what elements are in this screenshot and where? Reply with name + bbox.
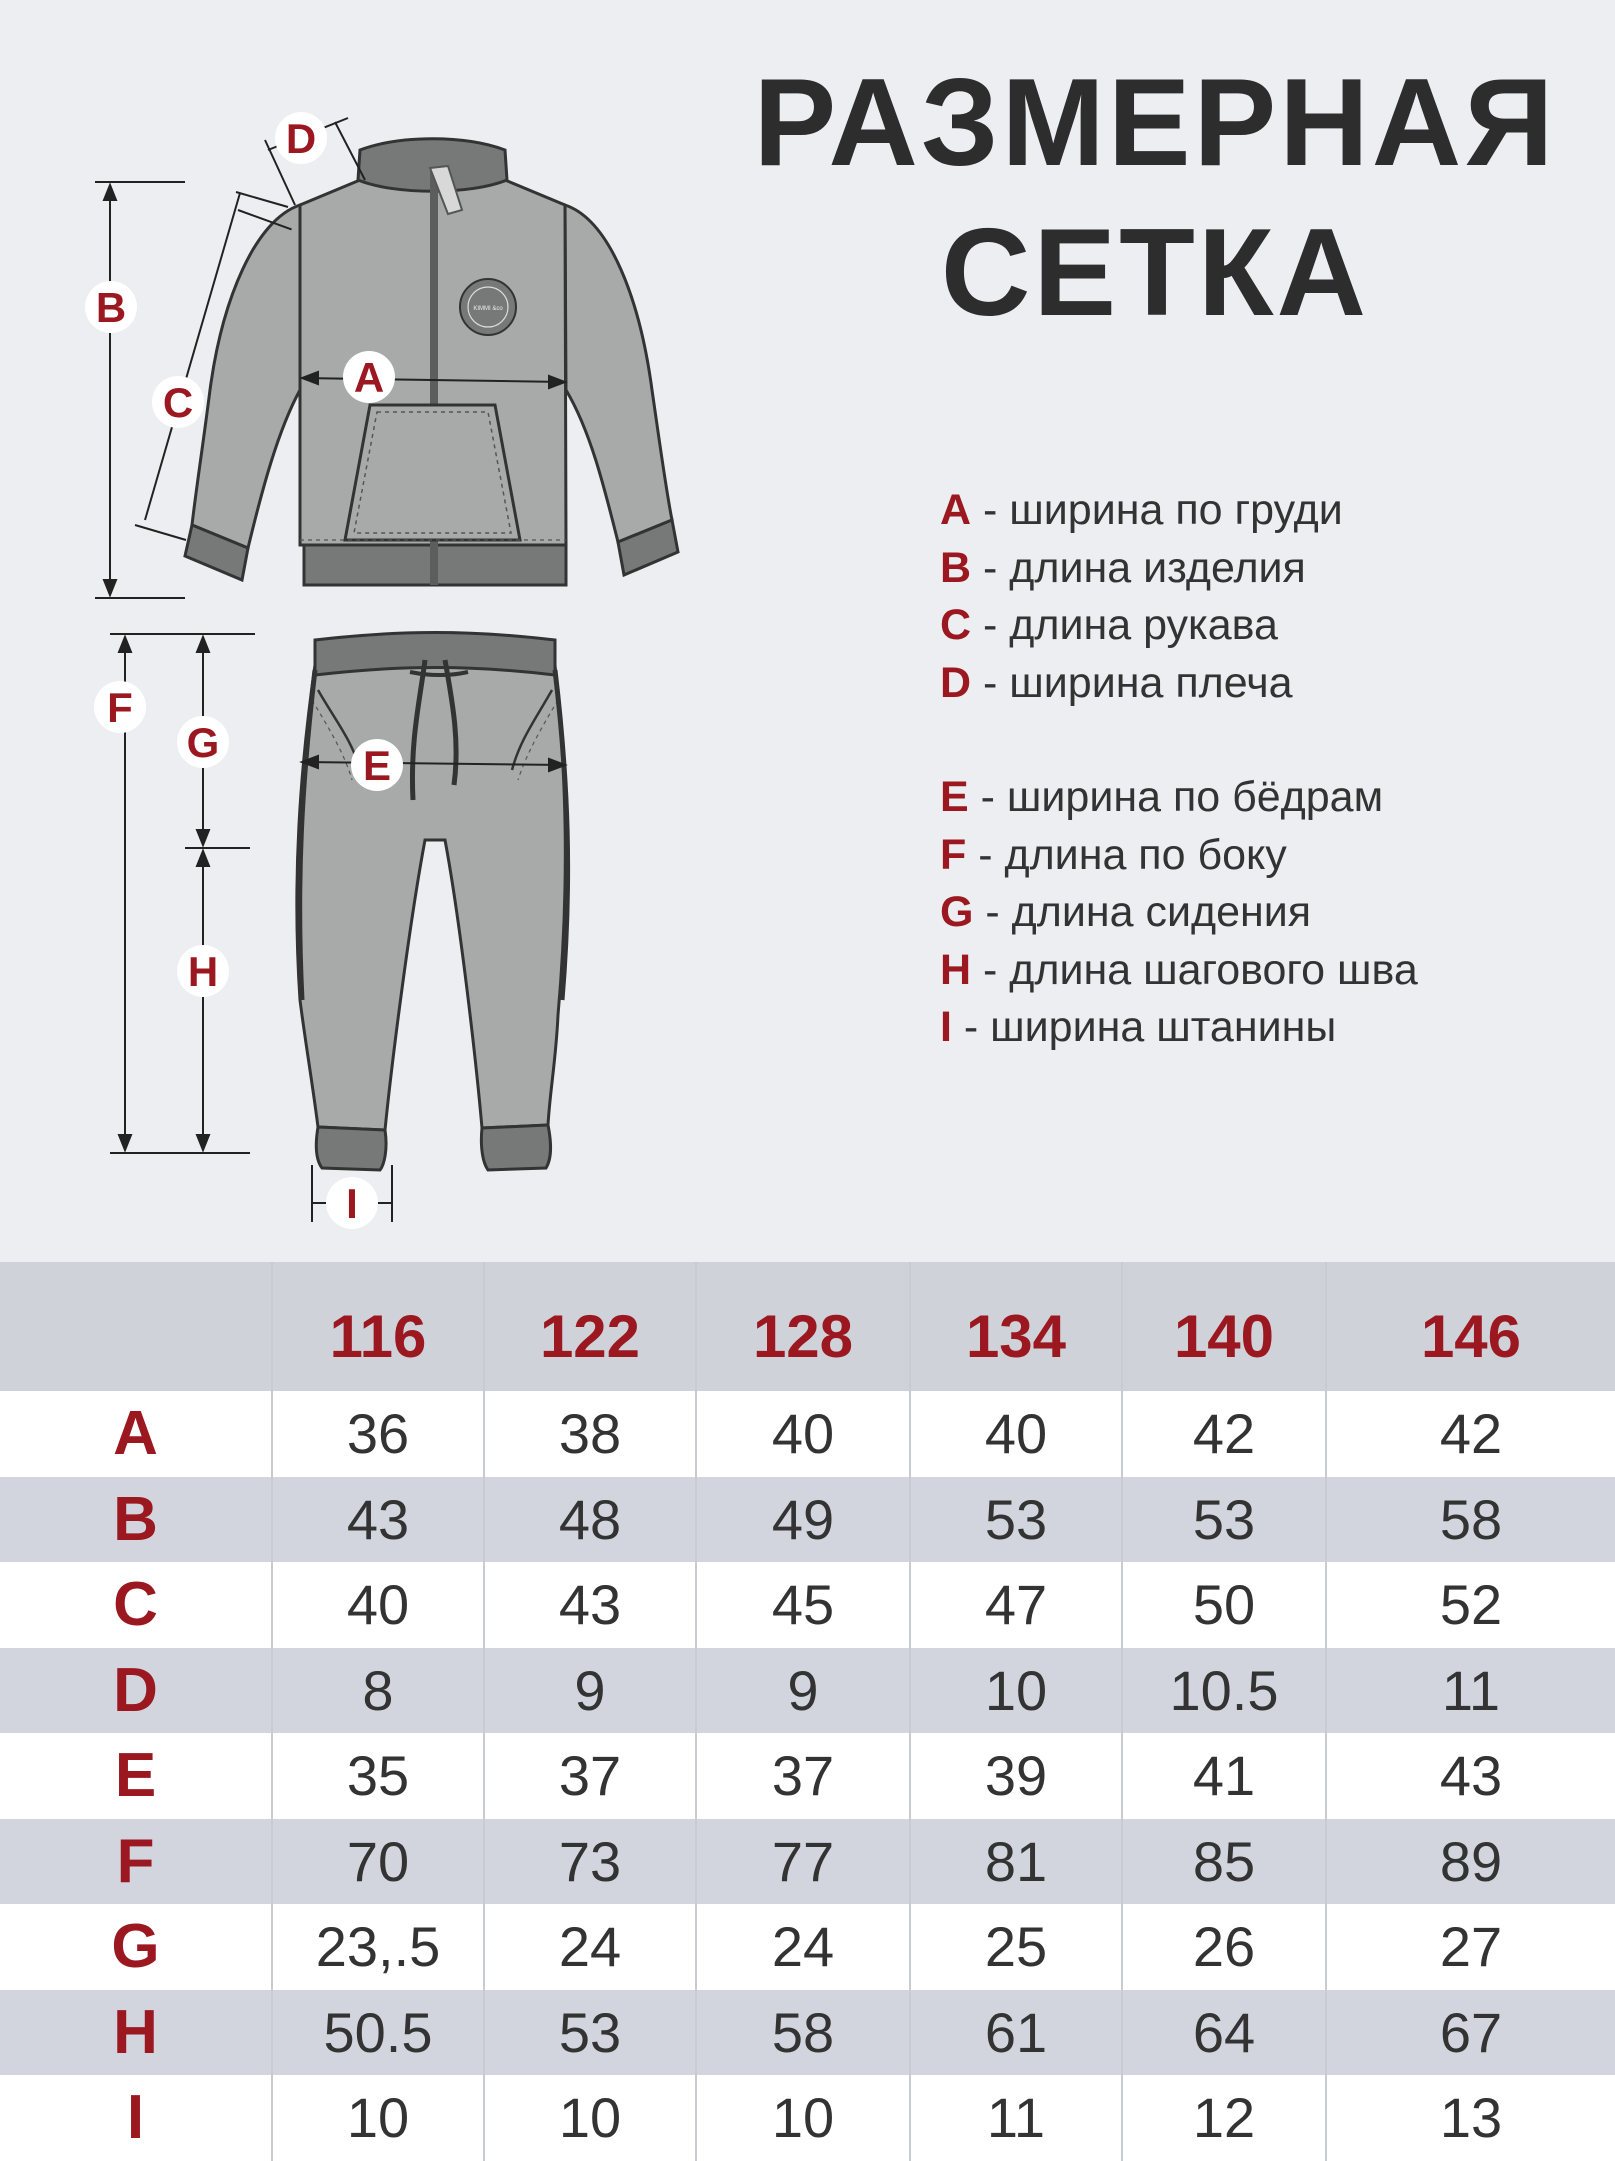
table-cell: 9: [484, 1648, 696, 1734]
table-cell: 50.5: [272, 1990, 484, 2076]
pants-waistband: [315, 633, 555, 676]
badge-H-letter: H: [187, 948, 219, 995]
table-cell: 43: [1326, 1733, 1615, 1819]
row-label: H: [0, 1990, 272, 2076]
table-cell: 73: [484, 1819, 696, 1905]
table-cell: 25: [910, 1904, 1122, 1990]
row-label: C: [0, 1562, 272, 1648]
jacket-pocket: [345, 405, 520, 540]
table-row: [0, 1648, 1615, 1734]
table-cell: 10.5: [1122, 1648, 1326, 1734]
jacket-illustration: [185, 139, 678, 585]
pants-illustration: [297, 633, 568, 1171]
measurement-legend: [940, 482, 1418, 1057]
table-cell: 36: [272, 1391, 484, 1477]
table-cell: 53: [1122, 1477, 1326, 1563]
legend-item-A: A - ширина по груди: [940, 486, 1343, 534]
table-cell: 10: [484, 2075, 696, 2161]
table-cell: 35: [272, 1733, 484, 1819]
table-cell: 37: [484, 1733, 696, 1819]
row-label: E: [0, 1733, 272, 1819]
table-cell: 40: [696, 1391, 910, 1477]
size-header: 122: [484, 1262, 696, 1391]
table-cell: 11: [910, 2075, 1122, 2161]
table-row: [0, 1733, 1615, 1819]
table-cell: 11: [1326, 1648, 1615, 1734]
table-cell: 24: [696, 1904, 910, 1990]
jacket-right-sleeve: [565, 205, 672, 542]
table-row: [0, 1904, 1615, 1990]
legend-item-G: G - длина сидения: [940, 888, 1312, 936]
table-cell: 45: [696, 1562, 910, 1648]
table-cell: 53: [910, 1477, 1122, 1563]
table-row: [0, 2075, 1615, 2161]
table-cell: 42: [1122, 1391, 1326, 1477]
table-cell: 39: [910, 1733, 1122, 1819]
table-cell: 10: [272, 2075, 484, 2161]
table-cell: 49: [696, 1477, 910, 1563]
table-row: [0, 1990, 1615, 2076]
table-cell: 47: [910, 1562, 1122, 1648]
size-header: 134: [910, 1262, 1122, 1391]
table-row: [0, 1819, 1615, 1905]
row-label: B: [0, 1477, 272, 1563]
table-cell: 53: [484, 1990, 696, 2076]
header-corner: [0, 1262, 272, 1391]
legend-item-D: D - ширина плеча: [940, 658, 1293, 707]
table-cell: 26: [1122, 1904, 1326, 1990]
table-cell: 8: [272, 1648, 484, 1734]
jacket-left-sleeve: [192, 205, 300, 548]
table-row: [0, 1562, 1615, 1648]
size-header: 146: [1326, 1262, 1615, 1391]
pants-right-cuff: [481, 1125, 550, 1170]
legend-item-H: H - длина шагового шва: [940, 945, 1418, 994]
table-cell: 10: [696, 2075, 910, 2161]
table-cell: 23,.5: [272, 1904, 484, 1990]
badge-E-letter: E: [362, 742, 392, 789]
table-cell: 38: [484, 1391, 696, 1477]
table-cell: 48: [484, 1477, 696, 1563]
table-row: [0, 1477, 1615, 1563]
badge-G-letter: G: [186, 719, 220, 766]
legend-item-E: E - ширина по бёдрам: [940, 773, 1384, 821]
table-cell: 43: [272, 1477, 484, 1563]
table-cell: 58: [696, 1990, 910, 2076]
table-cell: 70: [272, 1819, 484, 1905]
row-label: G: [0, 1904, 272, 1990]
title-line-1: РАЗМЕРНАЯ: [753, 54, 1557, 192]
table-cell: 24: [484, 1904, 696, 1990]
table-cell: 52: [1326, 1562, 1615, 1648]
row-label: I: [0, 2075, 272, 2161]
table-cell: 43: [484, 1562, 696, 1648]
table-cell: 67: [1326, 1990, 1615, 2076]
pants-left-cuff: [316, 1127, 386, 1170]
table-cell: 89: [1326, 1819, 1615, 1905]
legend-item-C: C - длина рукава: [940, 601, 1278, 649]
table-cell: 40: [910, 1391, 1122, 1477]
row-label: F: [0, 1819, 272, 1905]
badge-I-letter: I: [346, 1180, 358, 1227]
table-cell: 50: [1122, 1562, 1326, 1648]
table-cell: 12: [1122, 2075, 1326, 2161]
table-cell: 64: [1122, 1990, 1326, 2076]
table-cell: 13: [1326, 2075, 1615, 2161]
legend-item-B: B - длина изделия: [940, 543, 1306, 592]
table-cell: 77: [696, 1819, 910, 1905]
badge-B-letter: B: [95, 284, 127, 331]
table-cell: 85: [1122, 1819, 1326, 1905]
brand-logo-text: KIMMI &co: [473, 306, 503, 312]
size-table: [0, 1262, 1615, 2161]
legend-item-F: F - длина по боку: [940, 830, 1287, 879]
table-cell: 27: [1326, 1904, 1615, 1990]
size-header: 140: [1122, 1262, 1326, 1391]
badge-F-letter: F: [107, 684, 133, 731]
badge-A-letter: A: [353, 354, 385, 401]
table-cell: 9: [696, 1648, 910, 1734]
table-cell: 37: [696, 1733, 910, 1819]
row-label: D: [0, 1648, 272, 1734]
table-cell: 58: [1326, 1477, 1615, 1563]
table-cell: 42: [1326, 1391, 1615, 1477]
table-row: [0, 1391, 1615, 1477]
row-label: A: [0, 1391, 272, 1477]
table-cell: 40: [272, 1562, 484, 1648]
table-cell: 10: [910, 1648, 1122, 1734]
size-header: 128: [696, 1262, 910, 1391]
table-cell: 81: [910, 1819, 1122, 1905]
badge-D-letter: D: [285, 115, 317, 162]
table-cell: 61: [910, 1990, 1122, 2076]
legend-item-I: I - ширина штанины: [940, 1003, 1337, 1051]
table-cell: 41: [1122, 1733, 1326, 1819]
size-header: 116: [272, 1262, 484, 1391]
badge-C-letter: C: [162, 379, 194, 426]
size-table-header: [0, 1262, 1615, 1391]
title-line-2: СЕТКА: [940, 204, 1370, 342]
